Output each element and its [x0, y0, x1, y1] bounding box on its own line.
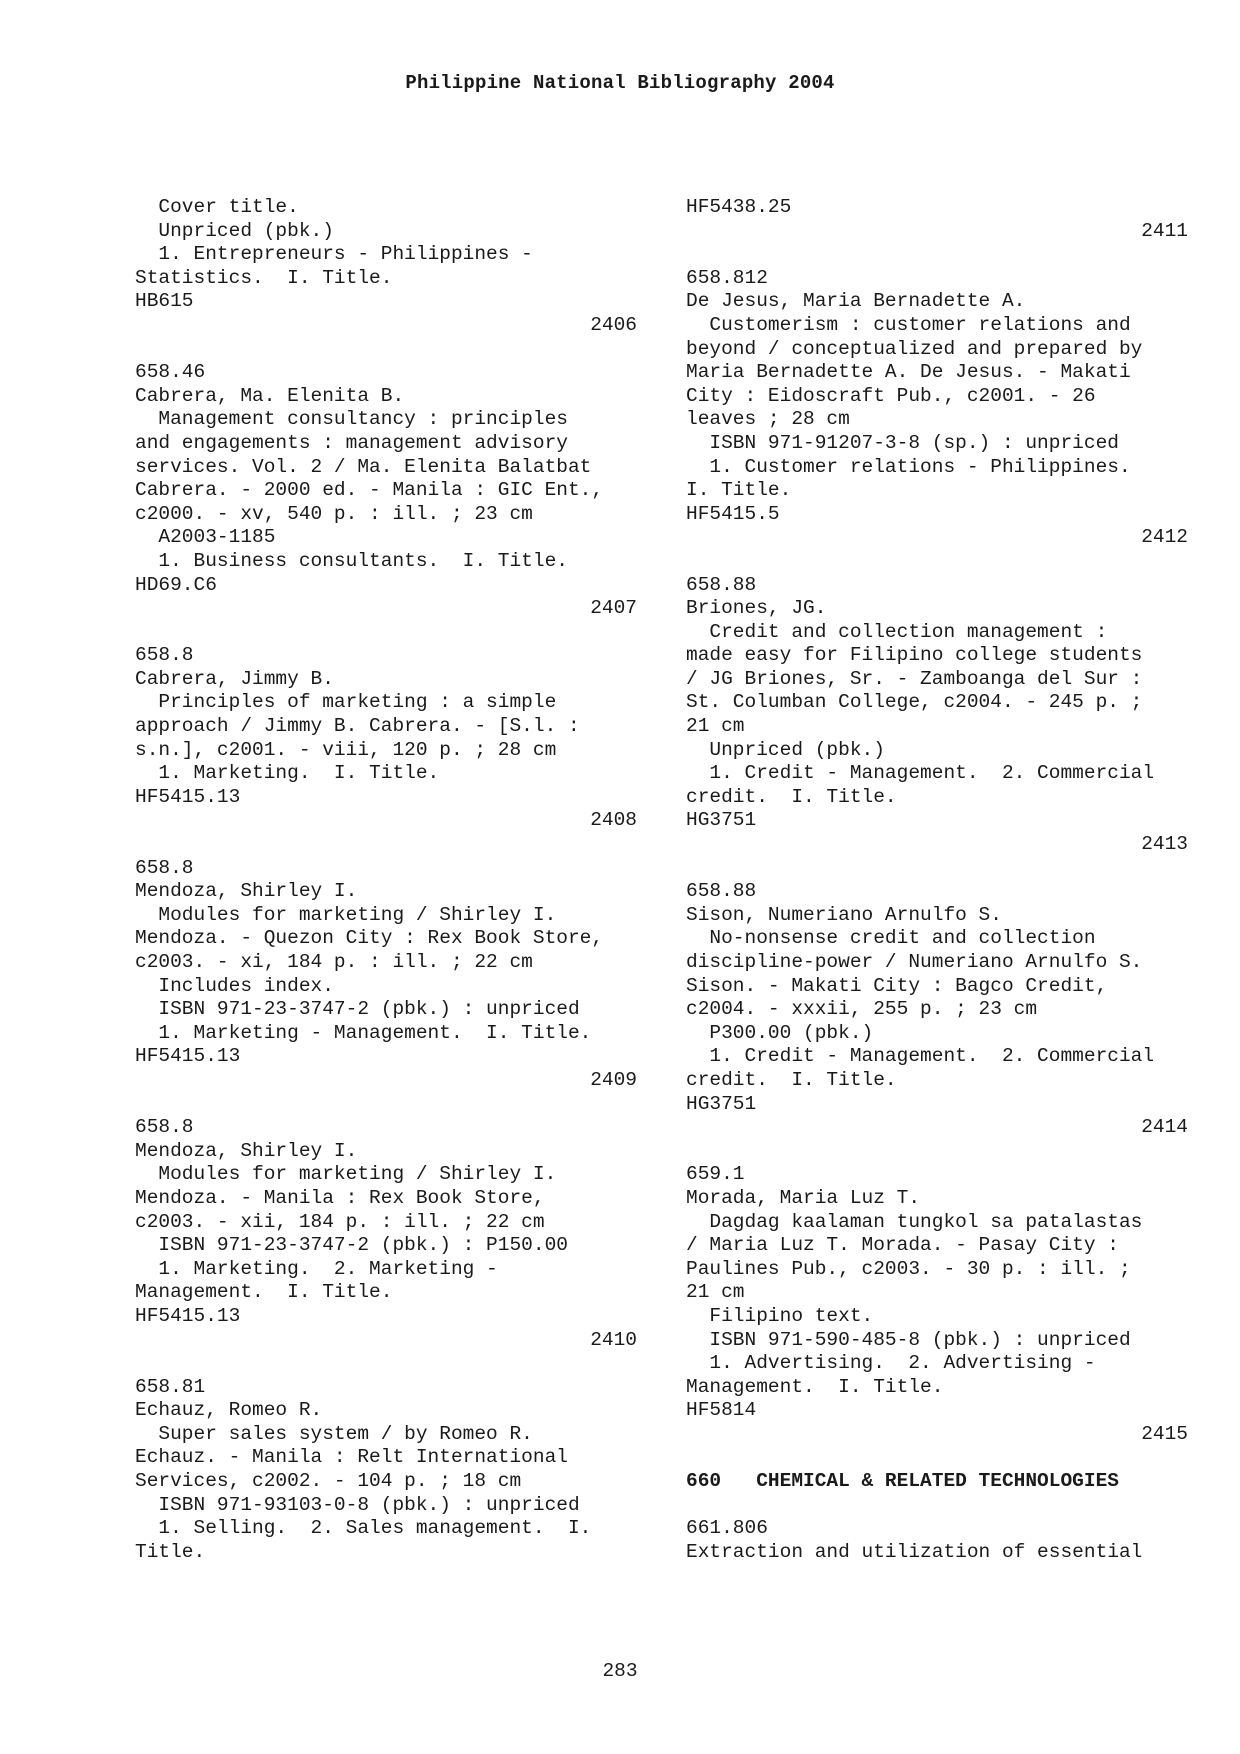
entry-line: 1. Credit - Management. 2. Commercial [686, 762, 1155, 785]
entry-line: Customerism : customer relations and [686, 313, 1131, 336]
entry-line: / JG Briones, Sr. - Zamboanga del Sur : [686, 667, 1143, 690]
entry-line: Management. I. Title. [686, 1375, 944, 1398]
entry-line: ISBN 971-93103-0-8 (pbk.) : unpriced [135, 1493, 580, 1516]
entry-line: ISBN 971-91207-3-8 (sp.) : unpriced [686, 431, 1119, 454]
entry-line: services. Vol. 2 / Ma. Elenita Balatbat [135, 455, 592, 478]
blank-line [686, 243, 1206, 267]
entry-line: 1. Entrepreneurs - Philippines - [135, 243, 533, 266]
entry-line: and engagements : management advisory [135, 431, 568, 454]
entry-line: c2003. - xi, 184 p. : ill. ; 22 cm [135, 951, 533, 973]
blank-line [135, 833, 655, 857]
entry-line: 658.88 [686, 880, 757, 903]
entry-number: 2414 [1141, 1116, 1188, 1139]
entry-number: 2411 [1141, 219, 1188, 242]
entry-line: I. Title. [686, 479, 792, 502]
entry-line: Echauz. - Manila : Relt International [135, 1446, 568, 1469]
entry-line: St. Columban College, c2004. - 245 p. ; [686, 691, 1143, 714]
entry-line: Includes index. [135, 974, 334, 997]
entry-line: Title. [135, 1540, 206, 1563]
blank-line [135, 338, 655, 362]
entry-line: ISBN 971-23-3747-2 (pbk.) : P150.00 [135, 1234, 568, 1257]
blank-line [686, 1140, 1206, 1164]
entry-line: Principles of marketing : a simple [135, 691, 557, 714]
entry-line: HG3751 [686, 809, 757, 832]
entry-line: Unpriced (pbk.) [686, 738, 885, 761]
entry-line: Extraction and utilization of essential [686, 1540, 1143, 1563]
entry-line: 1. Marketing - Management. I. Title. [135, 1021, 592, 1044]
entry-line: beyond / conceptualized and prepared by [686, 337, 1143, 360]
entry-line: A2003-1185 [135, 526, 276, 549]
entry-line: HF5415.13 [135, 785, 241, 808]
entry-line: 1. Advertising. 2. Advertising - [686, 1352, 1096, 1375]
entry-line: 1. Business consultants. I. Title. [135, 549, 568, 572]
entry-line: Maria Bernadette A. De Jesus. - Makati [686, 361, 1131, 384]
blank-line [686, 550, 1206, 574]
entry-line: Services, c2002. - 104 p. ; 18 cm [135, 1470, 522, 1493]
entry-line: No-nonsense credit and collection [686, 927, 1096, 950]
blank-line [135, 1352, 655, 1376]
entry-line: De Jesus, Maria Bernadette A. [686, 290, 1026, 313]
entry-line: Mendoza. - Quezon City : Rex Book Store, [135, 927, 604, 950]
entry-line: approach / Jimmy B. Cabrera. - [S.l. : [135, 715, 580, 738]
entry-number: 2413 [1141, 833, 1188, 856]
entry-line: HD69.C6 [135, 573, 217, 596]
entry-line: c2003. - xii, 184 p. : ill. ; 22 cm [135, 1210, 545, 1233]
entry-line: 21 cm [686, 715, 745, 738]
entry-line: 658.812 [686, 266, 768, 289]
entry-line: P300.00 (pbk.) [686, 1021, 874, 1044]
entry-line: Unpriced (pbk.) [135, 219, 334, 242]
entry-line: Cover title. [135, 196, 299, 218]
entry-line: discipline-power / Numeriano Arnulfo S. [686, 951, 1143, 973]
entry-line: 658.88 [686, 573, 757, 596]
entry-number: 2406 [590, 313, 637, 336]
entry-number: 2415 [1141, 1422, 1188, 1445]
blank-line [686, 1446, 1206, 1470]
entry-line: Cabrera, Jimmy B. [135, 667, 334, 690]
right-column [686, 196, 1206, 1564]
entry-line: c2004. - xxxii, 255 p. ; 23 cm [686, 998, 1038, 1021]
entry-line: HB615 [135, 290, 194, 313]
entry-number: 2410 [590, 1328, 637, 1351]
entry-line: 658.8 [135, 1116, 194, 1139]
entry-line: ISBN 971-23-3747-2 (pbk.) : unpriced [135, 998, 580, 1021]
entry-line: Dagdag kaalaman tungkol sa patalastas [686, 1210, 1143, 1233]
blank-line [686, 857, 1206, 881]
entry-line: Modules for marketing / Shirley I. [135, 903, 557, 926]
entry-line: City : Eidoscraft Pub., c2001. - 26 [686, 384, 1096, 407]
entry-line: HF5415.13 [135, 1045, 241, 1068]
entry-line: Modules for marketing / Shirley I. [135, 1163, 557, 1186]
entry-line: Management consultancy : principles [135, 408, 568, 431]
entry-line: HF5438.25 [686, 196, 792, 218]
entry-line: Cabrera. - 2000 ed. - Manila : GIC Ent., [135, 479, 604, 502]
entry-line: Cabrera, Ma. Elenita B. [135, 384, 405, 407]
entry-line: made easy for Filipino college students [686, 644, 1143, 667]
entry-number: 2409 [590, 1068, 637, 1091]
entry-line: Management. I. Title. [135, 1281, 393, 1304]
blank-line [686, 1494, 1206, 1518]
blank-line [135, 621, 655, 645]
entry-line: s.n.], c2001. - viii, 120 p. ; 28 cm [135, 738, 557, 761]
entry-line: 1. Marketing. 2. Marketing - [135, 1257, 498, 1280]
entry-line: Sison, Numeriano Arnulfo S. [686, 903, 1002, 926]
left-column [135, 196, 655, 1564]
entry-line: Mendoza, Shirley I. [135, 880, 358, 903]
entry-line: credit. I. Title. [686, 785, 897, 808]
entry-line: 659.1 [686, 1163, 745, 1186]
entry-line: 658.8 [135, 856, 194, 879]
entry-line: 658.8 [135, 644, 194, 667]
blank-line [135, 1093, 655, 1117]
entry-line: HF5415.5 [686, 502, 780, 525]
entry-number: 2407 [590, 597, 637, 620]
entry-line: c2000. - xv, 540 p. : ill. ; 23 cm [135, 502, 533, 525]
entry-line: Statistics. I. Title. [135, 266, 393, 289]
entry-number: 2408 [590, 809, 637, 832]
entry-line: 658.81 [135, 1375, 206, 1398]
entry-line: / Maria Luz T. Morada. - Pasay City : [686, 1234, 1119, 1257]
entry-line: HG3751 [686, 1092, 757, 1115]
entry-line: 21 cm [686, 1281, 745, 1304]
entry-line: 1. Marketing. I. Title. [135, 762, 440, 785]
entry-line: Briones, JG. [686, 597, 827, 620]
entry-number: 2412 [1141, 526, 1188, 549]
entry-line: Super sales system / by Romeo R. [135, 1422, 533, 1445]
page-title: Philippine National Bibliography 2004 [405, 72, 835, 94]
entry-line: 658.46 [135, 361, 206, 384]
entry-line: HF5814 [686, 1399, 757, 1422]
entry-line: ISBN 971-590-485-8 (pbk.) : unpriced [686, 1328, 1131, 1351]
entry-line: Credit and collection management : [686, 620, 1108, 643]
entry-line: Mendoza, Shirley I. [135, 1139, 358, 1162]
entry-line: 1. Selling. 2. Sales management. I. [135, 1517, 592, 1540]
entry-line: 661.806 [686, 1517, 768, 1540]
entry-line: Paulines Pub., c2003. - 30 p. : ill. ; [686, 1257, 1131, 1280]
entry-line: Filipino text. [686, 1304, 874, 1327]
section-heading: 660 CHEMICAL & RELATED TECHNOLOGIES [686, 1470, 1119, 1493]
entry-line: 1. Customer relations - Philippines. [686, 455, 1131, 478]
entry-line: Echauz, Romeo R. [135, 1399, 323, 1422]
entry-line: Mendoza. - Manila : Rex Book Store, [135, 1186, 545, 1209]
page-number: 283 [602, 1660, 638, 1682]
entry-line: 1. Credit - Management. 2. Commercial [686, 1045, 1155, 1068]
entry-line: Sison. - Makati City : Bagco Credit, [686, 974, 1108, 997]
entry-line: leaves ; 28 cm [686, 408, 850, 431]
entry-line: HF5415.13 [135, 1304, 241, 1327]
entry-line: Morada, Maria Luz T. [686, 1186, 921, 1209]
entry-line: credit. I. Title. [686, 1068, 897, 1091]
